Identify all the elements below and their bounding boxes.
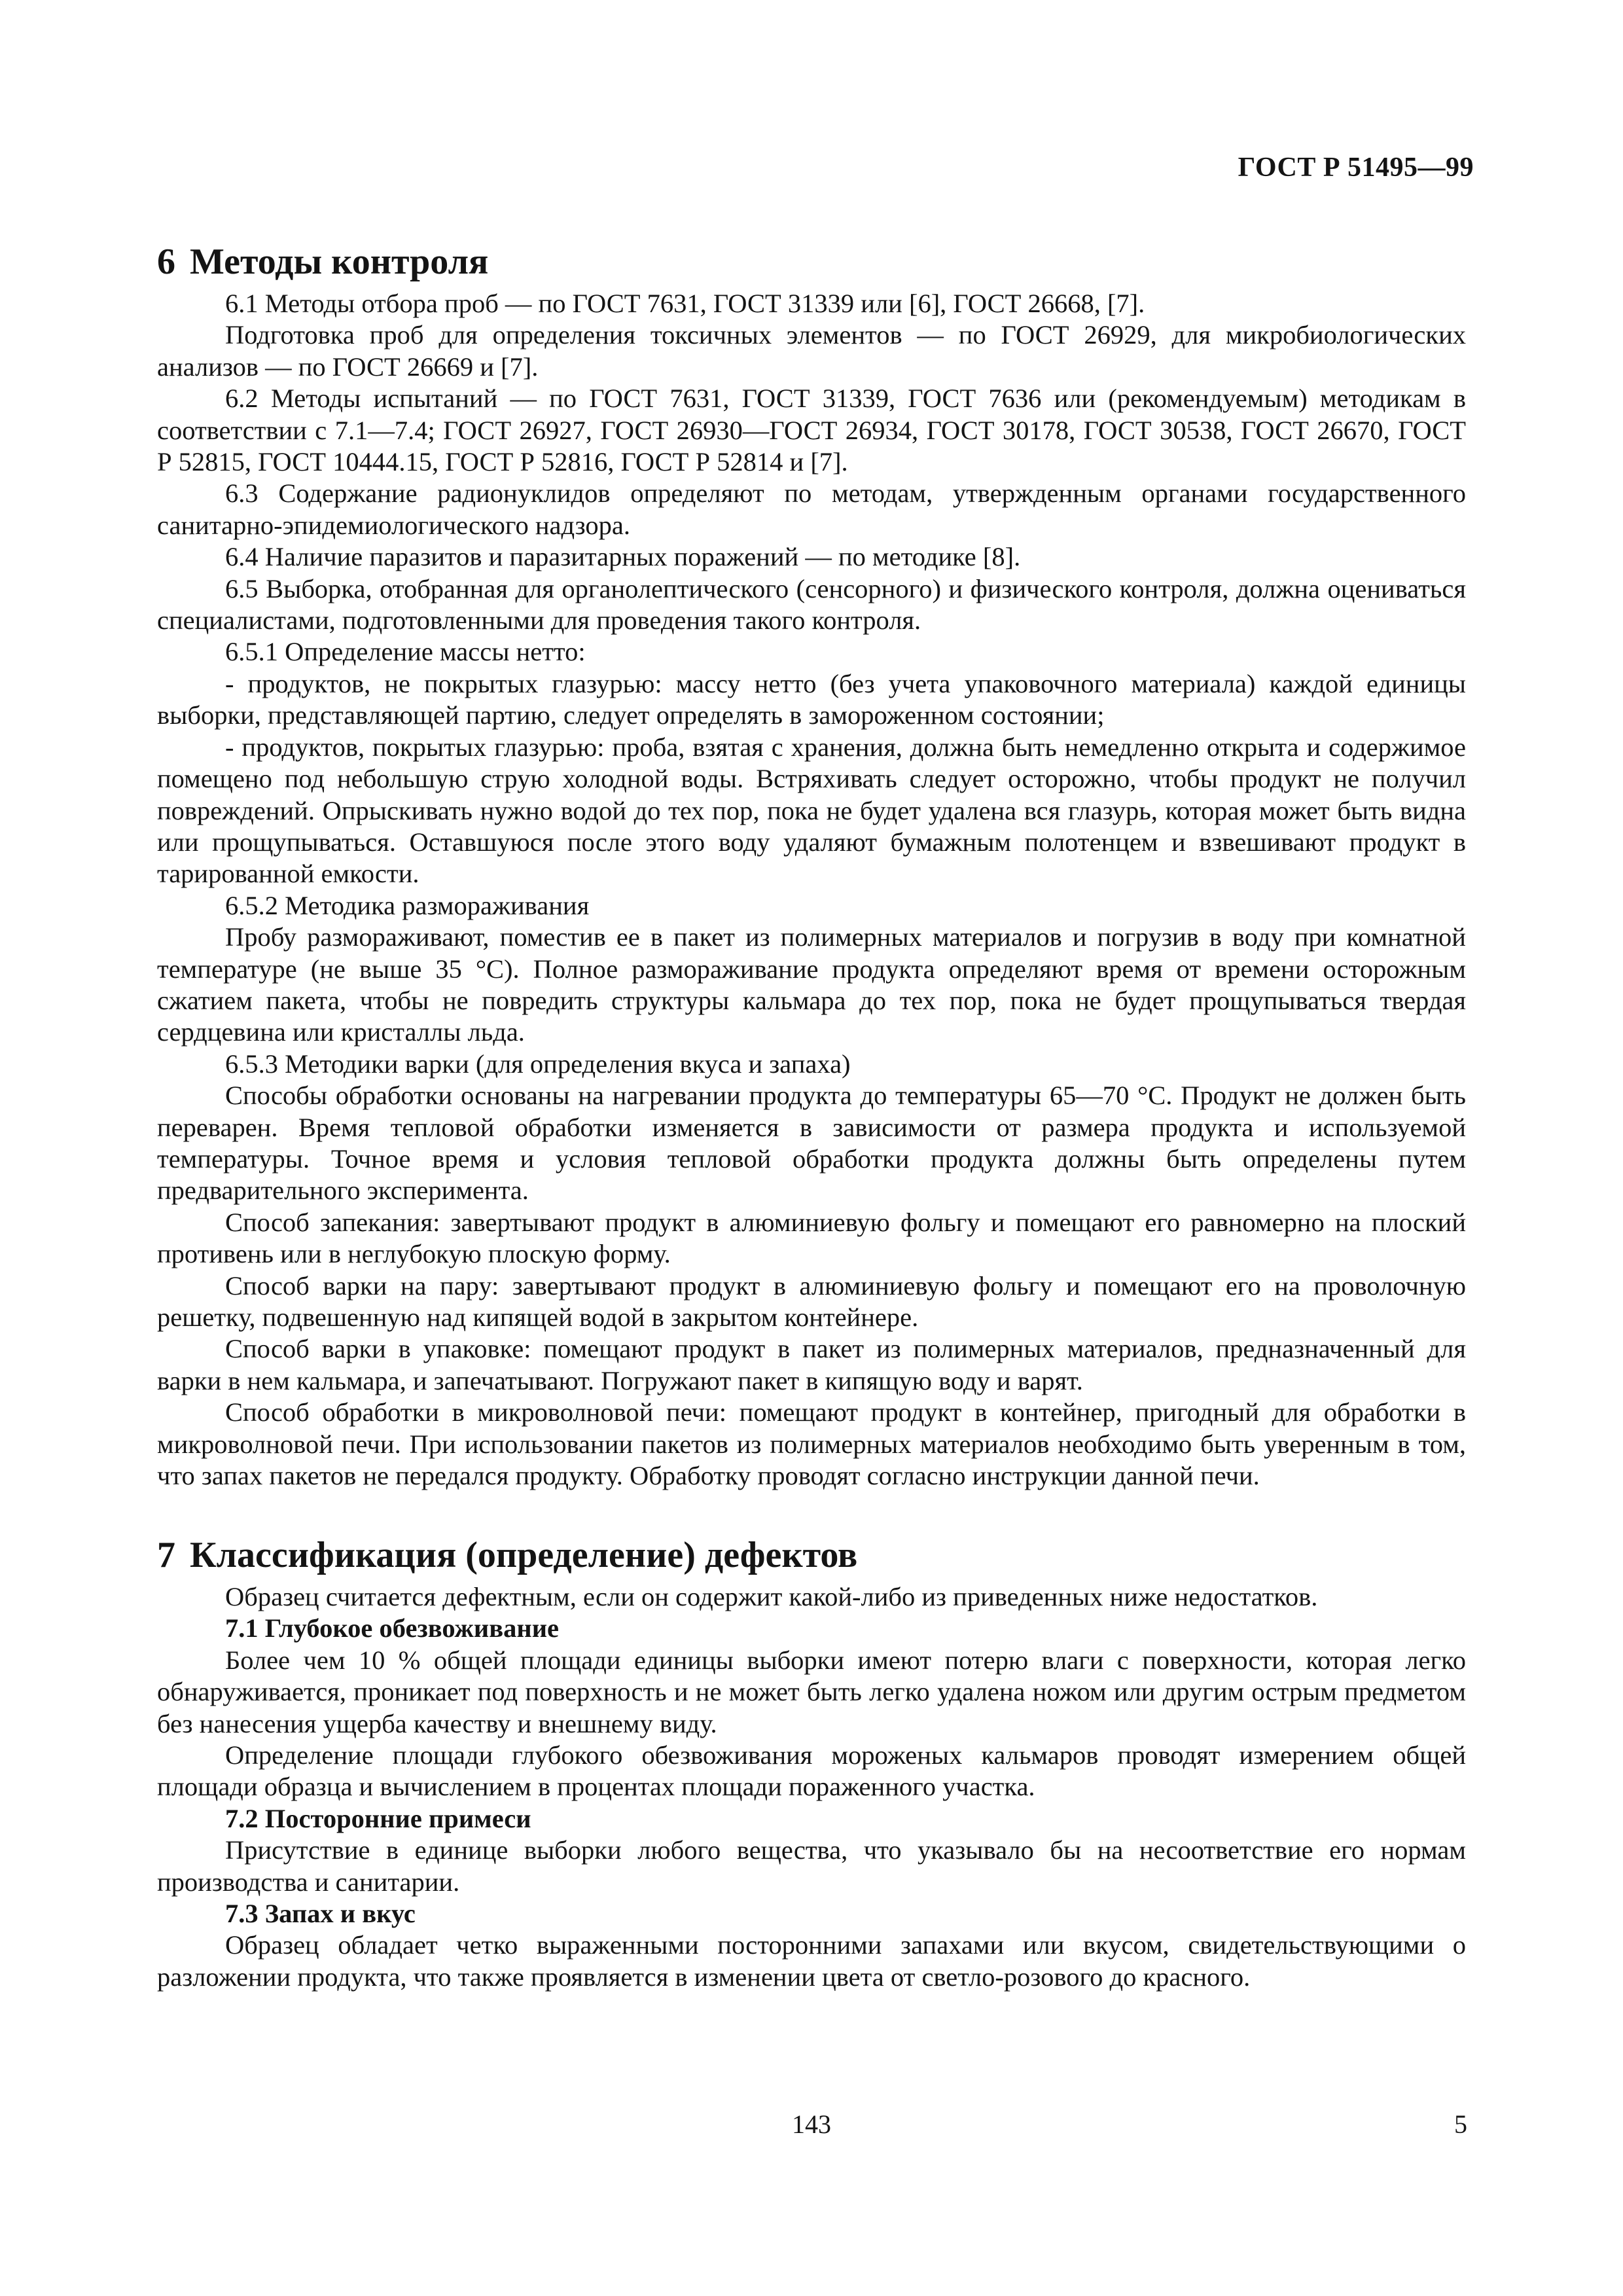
paragraph-boil-in-bag: Способ варки в упаковке: помещают продукт в пакет из полимерных материалов, предназначенный для варки в нем кальмара, и запечатывают. Погружают пакет в кипящую воду и варят.: [157, 1334, 1466, 1395]
paragraph-heating: Способы обработки основаны на нагревании продукта до температуры 65—70 °С. Продукт не должен быть переварен. Время тепловой обработки изменяется в зависимости от размера продукта и используемой температуры. Точное время и условия тепловой обработки продукта должны быть определены путем предварительного эксперимента.: [157, 1081, 1466, 1206]
subheading-7-3: 7.3 Запах и вкус: [225, 1899, 416, 1929]
paragraph-7-1-a: Более чем 10 % общей площади единицы выборки имеют потерю влаги с поверхности, которая легко обнаруживается, проникает под поверхность и не может быть легко удалена ножом или другим острым предметом без нанесения ущерба качеству и внешнему виду.: [157, 1645, 1466, 1738]
page-number-center: 143: [792, 2109, 831, 2139]
section-6-heading: [157, 236, 488, 288]
page-number-right: 5: [1454, 2109, 1467, 2139]
paragraph-7-2: Присутствие в единице выборки любого вещества, что указывало бы на несоответствие его нормам производства и санитарии.: [157, 1835, 1466, 1897]
section-7-title: Классификация (определение) дефектов: [190, 1535, 858, 1575]
paragraph-steaming: Способ варки на пару: завертывают продукт в алюминиевую фольгу и помещают его на проволочную решетку, подвешенную над кипящей водой в закрытом контейнере.: [157, 1270, 1466, 1332]
paragraph-7-intro: Образец считается дефектным, если он содержит какой-либо из приведенных ниже недостатков.: [225, 1582, 1318, 1611]
paragraph-7-3: Образец обладает четко выраженными посторонними запахами или вкусом, свидетельствующими о разложении продукта, что также проявляется в изменении цвета от светло-розового до красного.: [157, 1930, 1466, 1992]
section-6-title: Методы контроля: [190, 242, 489, 282]
paragraph-sample-prep: Подготовка проб для определения токсичных элементов — по ГОСТ 26929, для микробиологических анализов — по ГОСТ 26669 и [7].: [157, 320, 1466, 382]
section-6-body: [157, 288, 1466, 1492]
paragraph-6-5: 6.5 Выборка, отобранная для органолептического (сенсорного) и физического контроля, должна оцениваться специалистами, подготовленными для проведения такого контроля.: [157, 573, 1466, 636]
paragraph-6-1: 6.1 Методы отбора проб — по ГОСТ 7631, ГОСТ 31339 или [6], ГОСТ 26668, [7].: [225, 289, 1145, 318]
paragraph-7-1-b: Определение площади глубокого обезвоживания мороженых кальмаров проводят измерением общей площади образца и вычислением в процентах площади пораженного участка.: [157, 1740, 1466, 1802]
paragraph-baking: Способ запекания: завертывают продукт в алюминиевую фольгу и помещают его равномерно на плоский противень или в неглубокую плоскую форму.: [157, 1207, 1466, 1269]
paragraph-6-4: 6.4 Наличие паразитов и паразитарных поражений — по методике [8].: [225, 542, 1021, 572]
subheading-7-2: 7.2 Посторонние примеси: [225, 1803, 531, 1833]
section-7-number: 7: [157, 1535, 175, 1575]
paragraph-6-2: 6.2 Методы испытаний — по ГОСТ 7631, ГОСТ 31339, ГОСТ 7636 или (рекомендуемым) методикам в соответствии с 7.1—7.4; ГОСТ 26927, ГОСТ 26930—ГОСТ 26934, ГОСТ 30178, ГОСТ 30538, ГОСТ 26670, ГОСТ Р 52815, ГОСТ 10444.15, ГОСТ Р 52816, ГОСТ Р 52814 и [7].: [157, 384, 1466, 477]
section-7-body: [157, 1581, 1466, 1993]
document-number: ГОСТ Р 51495—99: [1238, 152, 1474, 183]
paragraph-microwave: Способ обработки в микроволновой печи: помещают продукт в контейнер, пригодный для обработки в микроволновой печи. При использовании пакетов из полимерных материалов необходимо быть уверенным в том, что запах пакетов не передался продукту. Обработку проводят согласно инструкции данной печи.: [157, 1397, 1466, 1491]
paragraph-6-5-2: 6.5.2 Методика размораживания: [225, 890, 590, 920]
paragraph-glazed: - продуктов, покрытых глазурью: проба, взятая с хранения, должна быть немедленно открыта и содержимое помещено под небольшую струю холодной воды. Встряхивать следует осторожно, чтобы продукт не получил повреждений. Опрыскивать нужно водой до тех пор, пока не будет удалена вся глазурь, которая может быть видна или прощупываться. Оставшуюся после этого воду удаляют бумажным полотенцем и взвешивают продукт в тарированной емкости.: [157, 732, 1466, 889]
paragraph-unglazed: - продуктов, не покрытых глазурью: массу нетто (без учета упаковочного материала) каждой единицы выборки, представляющей партию, следует определять в замороженном состоянии;: [157, 668, 1466, 730]
section-6-number: 6: [157, 242, 175, 282]
paragraph-6-3: 6.3 Содержание радионуклидов определяют по методам, утвержденным органами государственного санитарно-эпидемиологического надзора.: [157, 478, 1466, 540]
paragraph-thawing: Пробу размораживают, поместив ее в пакет из полимерных материалов и погрузив в воду при комнатной температуре (не выше 35 °С). Полное размораживание продукта определяют время от времени осторожным сжатием пакета, чтобы не повредить структуры кальмара до тех пор, пока не будет прощупываться твердая сердцевина или кристаллы льда.: [157, 922, 1466, 1047]
paragraph-6-5-3: 6.5.3 Методики варки (для определения вкуса и запаха): [225, 1049, 851, 1079]
subheading-7-1: 7.1 Глубокое обезвоживание: [225, 1613, 560, 1643]
section-7-heading: [157, 1529, 857, 1581]
paragraph-6-5-1: 6.5.1 Определение массы нетто:: [225, 637, 586, 667]
